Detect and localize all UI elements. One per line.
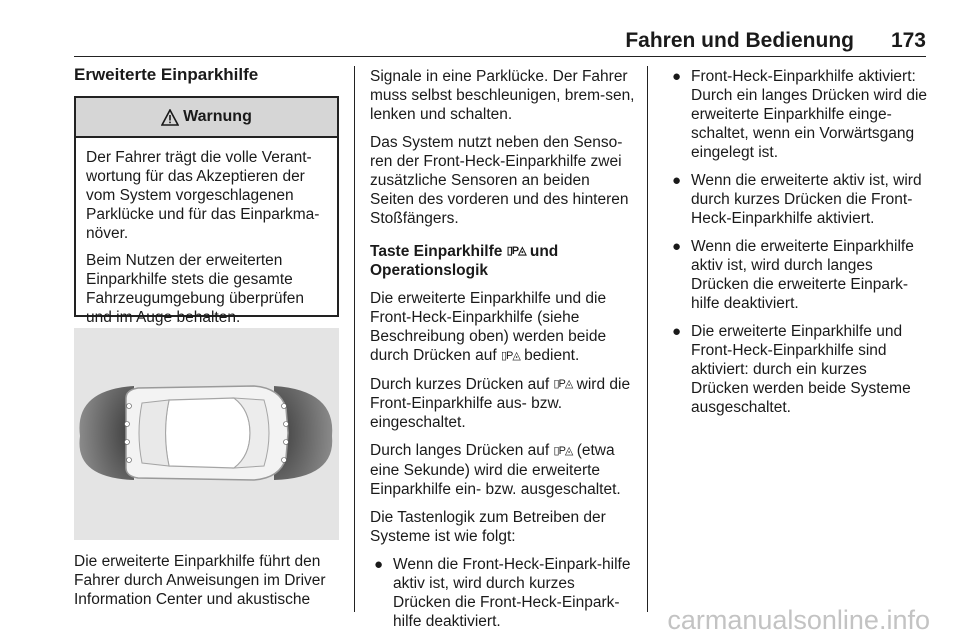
warning-triangle-icon (161, 109, 179, 126)
left-caption-block (74, 552, 344, 618)
warning-body (76, 138, 337, 327)
warning-box (74, 96, 339, 326)
subheading-part-1: Taste Einparkhilfe (370, 243, 503, 260)
bullet-icon: ● (672, 323, 682, 340)
list-item (668, 171, 928, 228)
left-column (74, 64, 344, 86)
warning-header (76, 98, 337, 138)
bullet-text: Die erweiterte Einparkhilfe und Front-Heck-Einparkhilfe sind aktiviert: durch ein kurzes Drücken werden beide Systeme ausgeschaltet. (691, 323, 911, 416)
column-divider-1 (354, 66, 355, 612)
car-sensor-diagram (74, 328, 339, 540)
parking-sensor-illustration (74, 328, 339, 540)
middle-paragraph-2: Das System nutzt neben den Senso-ren der Front-Heck-Einparkhilfe zwei zusätzliche Sensoren an beiden Seiten des vorderen und des hinteren Stoßfängers. (370, 134, 629, 227)
right-column (668, 67, 928, 426)
p3-text-b: bedient. (524, 347, 580, 365)
list-item (668, 237, 928, 313)
middle-paragraph-5 (370, 441, 636, 498)
bullet-icon: ● (374, 555, 384, 573)
middle-paragraph-6: Die Tastenlogik zum Betreiben der Systeme ist wie folgt: (370, 508, 606, 545)
middle-paragraph-4 (370, 375, 636, 432)
list-item (370, 555, 636, 631)
list-item (668, 322, 928, 417)
middle-paragraph-3 (370, 289, 636, 365)
warning-text-2: Beim Nutzen der erweiterten Einparkhilfe stets die gesamte Fahrzeugumgebung überprüfen und im Auge behalten. (86, 252, 305, 326)
bullet-icon: ● (672, 238, 682, 255)
car-body (126, 386, 288, 480)
p5-text-a: Durch langes Drücken auf (370, 442, 550, 460)
warning-text-1: Der Fahrer trägt die volle Verant-wortung für das Akzeptieren der vom System vorgeschlagenen Parklücke und für das Einparkma-növer. (86, 149, 320, 242)
p4-text-b: wird die Front-Einparkhilfe aus- bzw. eingeschaltet. (370, 375, 631, 432)
watermark: carmanualsonline.info (667, 605, 930, 635)
park-assist-icon: ▯P◬ (500, 349, 520, 362)
middle-paragraph-1: Signale in eine Parklücke. Der Fahrer muss selbst beschleunigen, brem-sen, lenken und schalten. (370, 68, 635, 123)
list-item (668, 67, 928, 162)
p5-text-b: (etwa eine Sekunde) wird die erweiterte Einparkhilfe ein- bzw. ausgeschaltet. (370, 442, 621, 498)
bullet-text: Wenn die Front-Heck-Einpark-hilfe aktiv ist, wird durch kurzes Drücken die Front-Heck-Einpark-hilfe deaktiviert. (393, 555, 631, 630)
page-number: 173 (890, 29, 926, 52)
bullet-text: Wenn die erweiterte Einparkhilfe aktiv ist, wird durch langes Drücken die erweiterte Einpark-hilfe deaktiviert. (691, 238, 914, 312)
column-divider-2 (647, 66, 648, 612)
bullet-text: Wenn die erweiterte aktiv ist, wird durch kurzes Drücken die Front-Heck-Einparkhilfe aktiviert. (691, 172, 922, 227)
subheading-part-2: und Operationslogik (370, 243, 559, 280)
warning-label: Warnung (183, 108, 252, 125)
bullet-icon: ● (672, 172, 682, 189)
park-assist-icon: ▯P◬ (553, 444, 573, 457)
p4-text-a: Durch kurzes Drücken auf (370, 375, 550, 393)
bullet-text: Front-Heck-Einparkhilfe aktiviert: Durch ein langes Drücken wird die erweiterte Einparkhilfe einge-schaltet, wenn ein Vorwärtsgang eingelegt ist. (691, 68, 928, 161)
section-title: Erweiterte Einparkhilfe (74, 65, 259, 84)
header-rule (74, 56, 926, 57)
park-assist-icon: ▯P◬ (553, 378, 573, 391)
page-header (74, 28, 926, 54)
middle-column (370, 67, 636, 640)
bullet-icon: ● (672, 68, 682, 85)
middle-bullet-list (370, 555, 636, 631)
p3-text-a: Die erweiterte Einparkhilfe und die Front-Heck-Einparkhilfe (siehe Beschreibung oben) werden beide durch Drücken auf (370, 290, 607, 365)
header-title: Fahren und Bedienung (625, 29, 854, 52)
left-caption: Die erweiterte Einparkhilfe führt den Fahrer durch Anweisungen im Driver Information Center und akustische (74, 553, 326, 608)
park-assist-icon: ▯P◬ (506, 245, 526, 258)
subheading (370, 242, 636, 280)
right-bullet-list (668, 67, 928, 417)
